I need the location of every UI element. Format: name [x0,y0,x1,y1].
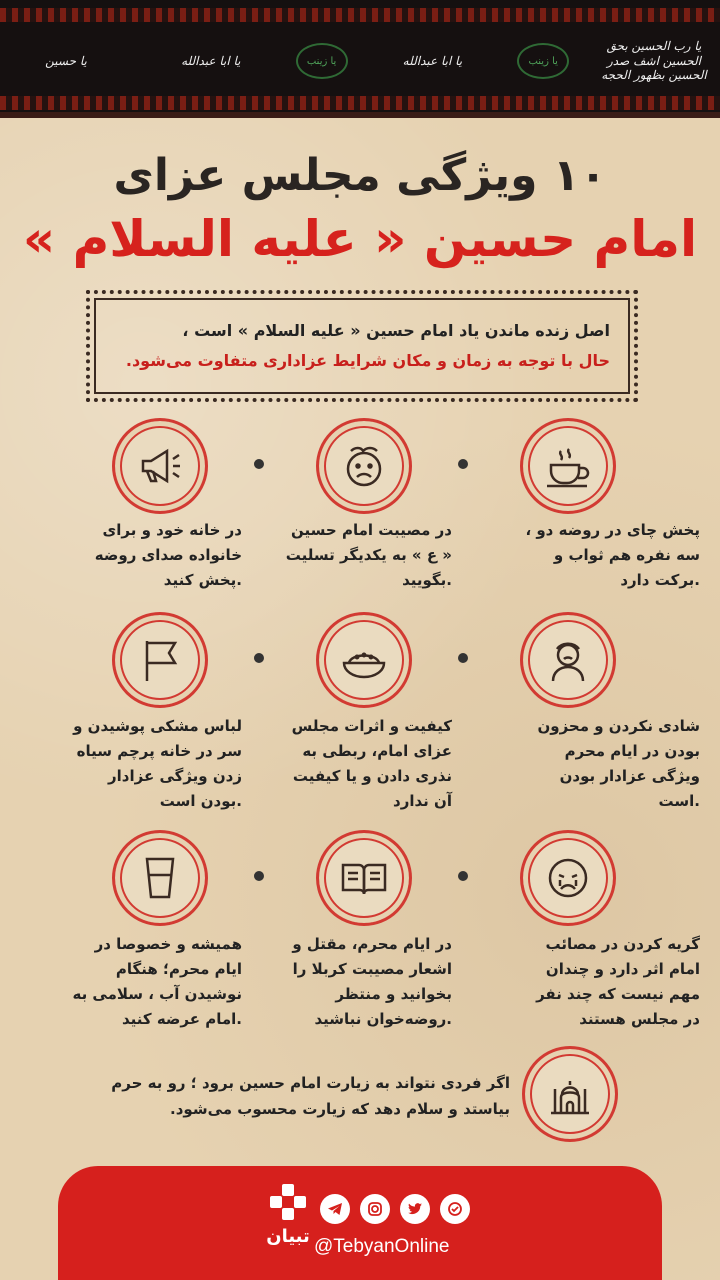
black-flag-icon [112,612,208,708]
page-subtitle: امام حسین « علیه السلام » [22,210,698,268]
tea-cup-icon [520,418,616,514]
intro-line-2: حال با توجه به زمان و مکان شرایط عزاداری متفاوت می‌شود. [125,351,610,370]
separator-dot [458,459,468,469]
item-7-text: گریه کردن در مصائب امام اثر دارد و چندان مهم نیست که چند نفر در مجلس هستند [536,935,700,1028]
open-book-icon [316,830,412,926]
tebyan-mark-icon [266,1180,310,1224]
twitter-icon[interactable] [400,1194,430,1224]
banner-border-top [0,8,720,22]
separator-dot [254,459,264,469]
shrine-icon [522,1046,618,1142]
item-3-text: در خانه خود و برای خانواده صدای روضه پخش کنید. [94,521,242,589]
megaphone-icon [112,418,208,514]
banner-calligraphy-2: یا ابا عبدالله [402,53,463,68]
telegram-icon[interactable] [320,1194,350,1224]
separator-dot [458,653,468,663]
item-1-text: پخش چای در روضه دو ، سه نفره هم ثواب و برکت دارد. [525,521,700,589]
separator-dot [254,653,264,663]
water-glass-icon [112,830,208,926]
note-text: اگر فردی نتواند به زیارت امام حسین برود ؛ رو به حرم بیاستد و سلام دهد که زیارت محسوب می‌شود. [111,1074,510,1118]
banner-calligraphy-3: یا ابا عبدالله [181,53,241,68]
separator-dot [458,871,468,881]
crying-face-icon [520,830,616,926]
sad-face-icon [316,418,412,514]
social-handle[interactable]: @TebyanOnline [314,1236,450,1257]
banner-calligraphy-1: یا رب الحسین بحق الحسین اشف صدر الحسین بظهور الحجه [601,39,707,83]
item-2-text: در مصیبت امام حسین « ع » به یکدیگر تسلیت بگویید. [285,521,452,589]
logo-text: تبیان [266,1226,310,1247]
item-4-text: شادی نکردن و محزون بودن در ایام محرم ویژگی عزادار بودن است. [537,717,700,810]
separator-dot [254,871,264,881]
footer-bar [58,1166,662,1280]
item-6-text: لباس مشکی پوشیدن و سر در خانه پرچم سیاه زدن ویژگی عزادار بودن است. [73,717,242,810]
page-title: ۱۰ ویژگی مجلس عزای [113,150,607,201]
banner-calligraphy-4: یا حسین [45,53,87,68]
mourning-boy-icon [520,612,616,708]
banner-border-bottom [0,96,720,110]
item-5-text: کیفیت و اثرات مجلس عزای امام، ربطی به نذری دادن و یا کیفیت آن ندارد [291,717,452,810]
food-plate-icon [316,612,412,708]
top-banner [0,0,720,118]
item-8-text: در ایام محرم، مقتل و اشعار مصیبت کربلا را بخوانید و منتظر روضه‌خوان نباشید. [292,935,452,1028]
banner-seal-2: یا زینب [296,43,348,79]
social-links [320,1194,470,1224]
banner-calligraphy-row [0,30,720,92]
intro-line-1: اصل زنده ماندن یاد امام حسین « علیه السلام » است ، [182,321,610,340]
web-icon[interactable] [440,1194,470,1224]
instagram-icon[interactable] [360,1194,390,1224]
banner-seal-1: یا زینب [517,43,569,79]
item-9-text: همیشه و خصوصا در ایام محرم؛ هنگام نوشیدن آب ، سلامی به امام عرضه کنید. [72,935,242,1028]
intro-box [94,298,630,394]
